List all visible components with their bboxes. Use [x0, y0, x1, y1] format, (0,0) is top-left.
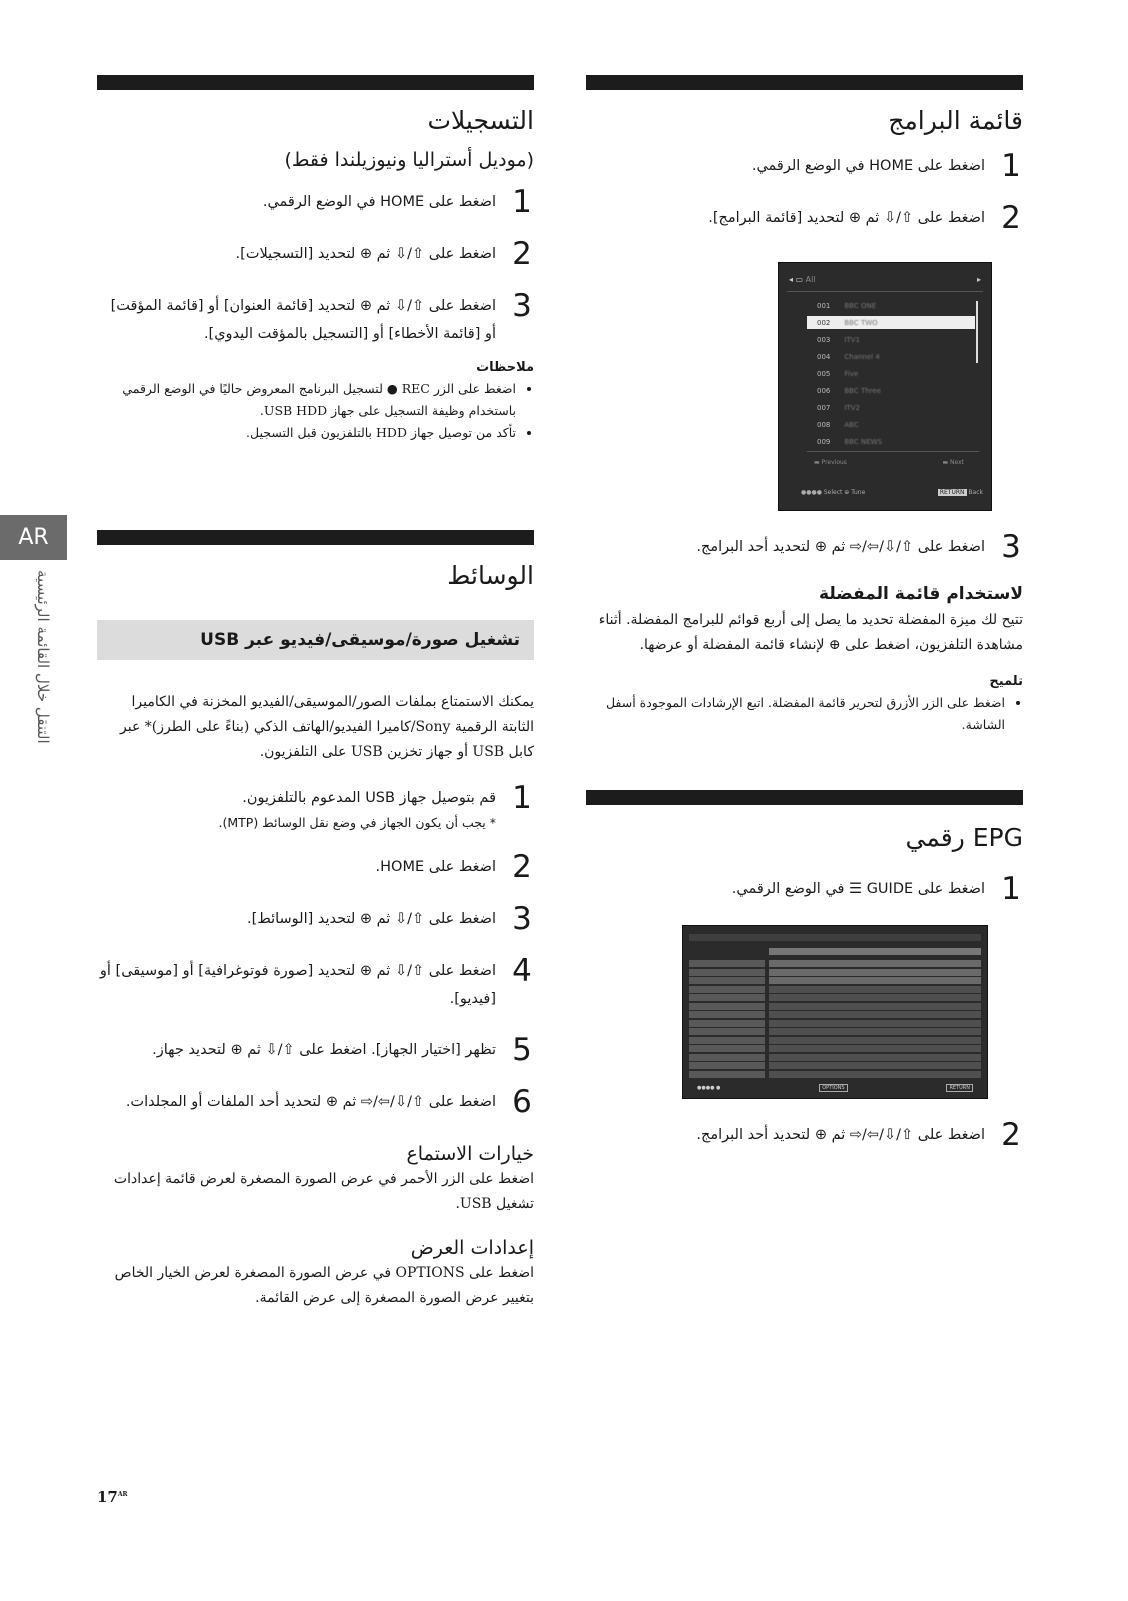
step — [97, 901, 534, 937]
mtp-footnote: * يجب أن يكون الجهاز في وضع نقل الوسائط (MTP). — [218, 815, 496, 830]
media-intro: يمكنك الاستمتاع بملفات الصور/الموسيقى/الفيديو المخزنة في الكاميرا الثابتة الرقمية Sony/كاميرا الفيديو/الهاتف الذكي (بناءً على الطرز)* عبر كابل USB أو جهاز تخزين USB على التلفزيون. — [120, 694, 534, 760]
section-bar — [97, 530, 534, 545]
channel-number: 008 — [817, 420, 831, 429]
step-text: اضغط على HOME في الوضع الرقمي. — [751, 158, 985, 174]
epg-program-cell[interactable] — [769, 1028, 981, 1035]
screen-header-label: All — [805, 275, 816, 284]
chevron-left-icon: ◂ ▭ All — [789, 275, 816, 284]
step-number: 1 — [1001, 871, 1021, 907]
channel-number: 006 — [817, 386, 831, 395]
step-text: اضغط على ⇧/⇩/⇦/⇨ ثم ⊕ لتحديد أحد البرامج. — [696, 539, 985, 555]
select-tune-hint: ●●●● Select ⊕ Tune — [801, 489, 866, 496]
epg-channel-cell — [689, 1003, 765, 1010]
program-list-section — [586, 75, 1023, 236]
tip-list — [586, 692, 1023, 736]
screen-footer-nav — [814, 459, 964, 466]
channel-row[interactable] — [807, 316, 975, 329]
screen-header — [789, 275, 981, 284]
step-text: اضغط على HOME. — [375, 859, 496, 875]
playback-options-text: اضغط على الزر الأحمر في عرض الصورة المصغرة لعرض قائمة إعدادات تشغيل USB. — [113, 1171, 534, 1212]
step-text — [219, 783, 497, 834]
recordings-subtitle: (موديل أستراليا ونيوزيلندا فقط) — [284, 149, 534, 171]
return-hint: RETURN Back — [939, 489, 983, 496]
channel-name: Channel 4 — [844, 352, 880, 361]
step-text: اضغط على ⇧/⇩/⇦/⇨ ثم ⊕ لتحديد أحد الملفات أو المجلدات. — [125, 1094, 496, 1110]
epg-channel-cell — [689, 1037, 765, 1044]
program-list-title: قائمة البرامج — [888, 106, 1023, 135]
step-number: 3 — [512, 288, 532, 324]
step-text: تظهر [اختيار الجهاز]. اضغط على ⇧/⇩ ثم ⊕ لتحديد جهاز. — [152, 1042, 496, 1058]
epg-program-cell[interactable] — [769, 1054, 981, 1061]
channel-row[interactable] — [807, 367, 975, 380]
epg-channel-cell — [689, 1011, 765, 1018]
channel-row[interactable] — [807, 299, 975, 312]
step — [586, 200, 1023, 236]
next-label: ▬ Next — [942, 459, 964, 466]
section-bar — [97, 75, 534, 90]
step-number: 2 — [1001, 1117, 1021, 1153]
epg-channel-cell — [689, 1071, 765, 1078]
epg-program-cell[interactable] — [769, 977, 981, 984]
epg-channel-cell — [689, 1045, 765, 1052]
step-number: 5 — [512, 1032, 532, 1068]
display-settings-text: اضغط على OPTIONS في عرض الصورة المصغرة لعرض الخيار الخاص بتغيير عرض الصورة المصغرة إلى عرض القائمة. — [114, 1265, 534, 1306]
recordings-section — [97, 75, 534, 444]
step-text: اضغط على ⇧/⇩ ثم ⊕ لتحديد [قائمة العنوان] أو [قائمة المؤقت] أو [قائمة الأخطاء] أو [التسجيل بالمؤقت اليدوي]. — [110, 298, 496, 342]
epg-program-cell[interactable] — [769, 1062, 981, 1069]
step-text: اضغط على ⇧/⇩ ثم ⊕ لتحديد [قائمة البرامج]. — [708, 210, 985, 226]
channel-number: 004 — [817, 352, 831, 361]
epg-channel-cell — [689, 1020, 765, 1027]
step-text: اضغط على GUIDE ☰ في الوضع الرقمي. — [731, 881, 985, 897]
channel-row[interactable] — [807, 418, 975, 431]
step — [586, 1117, 1023, 1153]
step-text: اضغط على ⇧/⇩/⇦/⇨ ثم ⊕ لتحديد أحد البرامج. — [696, 1127, 985, 1143]
program-list-continued — [586, 529, 1023, 736]
epg-channel-cell — [689, 1028, 765, 1035]
epg-channel-cell — [689, 960, 765, 967]
epg-program-cell[interactable] — [769, 994, 981, 1001]
section-bar — [586, 790, 1023, 805]
step-main-text: قم بتوصيل جهاز USB المدعوم بالتلفزيون. — [242, 790, 496, 806]
return-badge: RETURN — [946, 1084, 973, 1092]
epg-channel-cell — [689, 1054, 765, 1061]
channel-row[interactable] — [807, 384, 975, 397]
step-number: 1 — [1001, 148, 1021, 184]
step-number: 4 — [512, 953, 532, 989]
screen-divider — [787, 291, 983, 292]
epg-channel-cell — [689, 1062, 765, 1069]
step-text: اضغط على ⇧/⇩ ثم ⊕ لتحديد [صورة فوتوغرافية] أو [موسيقى] أو [فيديو]. — [99, 963, 496, 1007]
channel-number: 007 — [817, 403, 831, 412]
note-item: • اضغط على الزر REC ● لتسجيل البرنامج المعروض حاليًا في الوضع الرقمي باستخدام وظيفة التسجيل على جهاز USB HDD. — [97, 378, 516, 422]
chevron-right-icon: ▸ — [976, 275, 981, 284]
channel-name: BBC Three — [844, 386, 882, 395]
program-list-screenshot — [778, 262, 992, 511]
epg-program-cell[interactable] — [769, 1011, 981, 1018]
tip-item: • اضغط على الزر الأزرق لتحرير قائمة المفضلة. اتبع الإرشادات الموجودة أسفل الشاشة. — [586, 692, 1005, 736]
step — [97, 780, 534, 834]
step — [97, 953, 534, 1013]
epg-program-cell[interactable] — [769, 1003, 981, 1010]
step-text: اضغط على HOME في الوضع الرقمي. — [262, 194, 496, 210]
channel-name: ITV2 — [844, 403, 860, 412]
return-badge: RETURN — [939, 489, 965, 496]
epg-section — [586, 790, 1023, 907]
channel-number: 001 — [817, 301, 831, 310]
step — [97, 1084, 534, 1120]
color-buttons-icon: ●●●● ● — [697, 1085, 721, 1091]
page-number: $17^{AR}$ — [97, 1488, 128, 1506]
epg-channel-cell — [689, 977, 765, 984]
channel-number: 002 — [817, 318, 831, 327]
channel-name: ABC — [844, 420, 859, 429]
channel-name: BBC NEWS — [844, 437, 882, 446]
channel-row[interactable] — [807, 333, 975, 346]
recordings-title: التسجيلات — [427, 106, 534, 135]
epg-program-cell[interactable] — [769, 969, 981, 976]
step — [97, 849, 534, 885]
step — [97, 288, 534, 348]
step — [97, 236, 534, 272]
epg-channel-cell — [689, 969, 765, 976]
step — [586, 148, 1023, 184]
step — [586, 871, 1023, 907]
epg-header — [769, 948, 981, 955]
step-text: اضغط على ⇧/⇩ ثم ⊕ لتحديد [التسجيلات]. — [235, 246, 496, 262]
tip-label: تلميح — [989, 674, 1023, 689]
epg-title-bar — [689, 934, 981, 941]
step-number: 6 — [512, 1084, 532, 1120]
favorites-title: لاستخدام قائمة المفضلة — [819, 584, 1023, 604]
media-title: الوسائط — [447, 561, 534, 590]
channel-number: 005 — [817, 369, 831, 378]
epg-screenshot — [682, 925, 988, 1099]
screen-footer-bar — [801, 489, 983, 496]
usb-playback-box: تشغيل صورة/موسيقى/فيديو عبر USB — [97, 620, 534, 660]
step-number: 3 — [512, 901, 532, 937]
screen-divider — [807, 451, 979, 452]
epg-continued — [586, 1117, 1023, 1153]
channel-name: Five — [844, 369, 859, 378]
channel-number: 003 — [817, 335, 831, 344]
favorites-text: تتيح لك ميزة المفضلة تحديد ما يصل إلى أربع قوائم للبرامج المفضلة. أثناء مشاهدة التلفزيون، اضغط على ⊕ لإنشاء قائمة المفضلة أو عرضها. — [598, 612, 1023, 653]
epg-title: EPG رقمي — [905, 823, 1023, 852]
notes-list — [97, 378, 534, 444]
channel-name: BBC TWO — [844, 318, 878, 327]
epg-program-cell[interactable] — [769, 1037, 981, 1044]
epg-program-cell[interactable] — [769, 960, 981, 967]
epg-program-cell[interactable] — [769, 986, 981, 993]
channel-number: 009 — [817, 437, 831, 446]
previous-label: ▬ Previous — [814, 459, 847, 466]
step — [97, 1032, 534, 1068]
epg-program-cell[interactable] — [769, 1020, 981, 1027]
section-side-title: التنقل خلال القائمة الرئيسية — [34, 570, 52, 744]
epg-program-cell[interactable] — [769, 1071, 981, 1078]
epg-program-cell[interactable] — [769, 1045, 981, 1052]
channel-name: BBC ONE — [844, 301, 877, 310]
step-number: 3 — [1001, 529, 1021, 565]
section-bar — [586, 75, 1023, 90]
step-number: 1 — [512, 184, 532, 220]
step-number: 2 — [512, 849, 532, 885]
channel-row[interactable] — [807, 401, 975, 414]
step-text: اضغط على ⇧/⇩ ثم ⊕ لتحديد [الوسائط]. — [247, 911, 496, 927]
display-settings-title: إعدادات العرض — [410, 1237, 534, 1259]
step-number: 1 — [512, 780, 532, 816]
step-number: 2 — [1001, 200, 1021, 236]
options-badge: OPTIONS — [819, 1084, 847, 1092]
step — [586, 529, 1023, 565]
epg-footer — [697, 1084, 973, 1092]
playback-options-title: خيارات الاستماع — [406, 1143, 534, 1165]
epg-channel-cell — [689, 994, 765, 1001]
epg-channel-cell — [689, 986, 765, 993]
note-item: • تأكد من توصيل جهاز HDD بالتلفزيون قبل التسجيل. — [97, 422, 516, 444]
step — [97, 184, 534, 220]
notes-label: ملاحظات — [476, 360, 534, 375]
scrollbar — [976, 301, 978, 363]
channel-name: ITV1 — [844, 335, 860, 344]
language-tab: AR — [0, 515, 67, 560]
channel-row[interactable] — [807, 435, 975, 448]
media-section — [97, 530, 534, 1311]
step-number: 2 — [512, 236, 532, 272]
channel-row[interactable] — [807, 350, 975, 363]
